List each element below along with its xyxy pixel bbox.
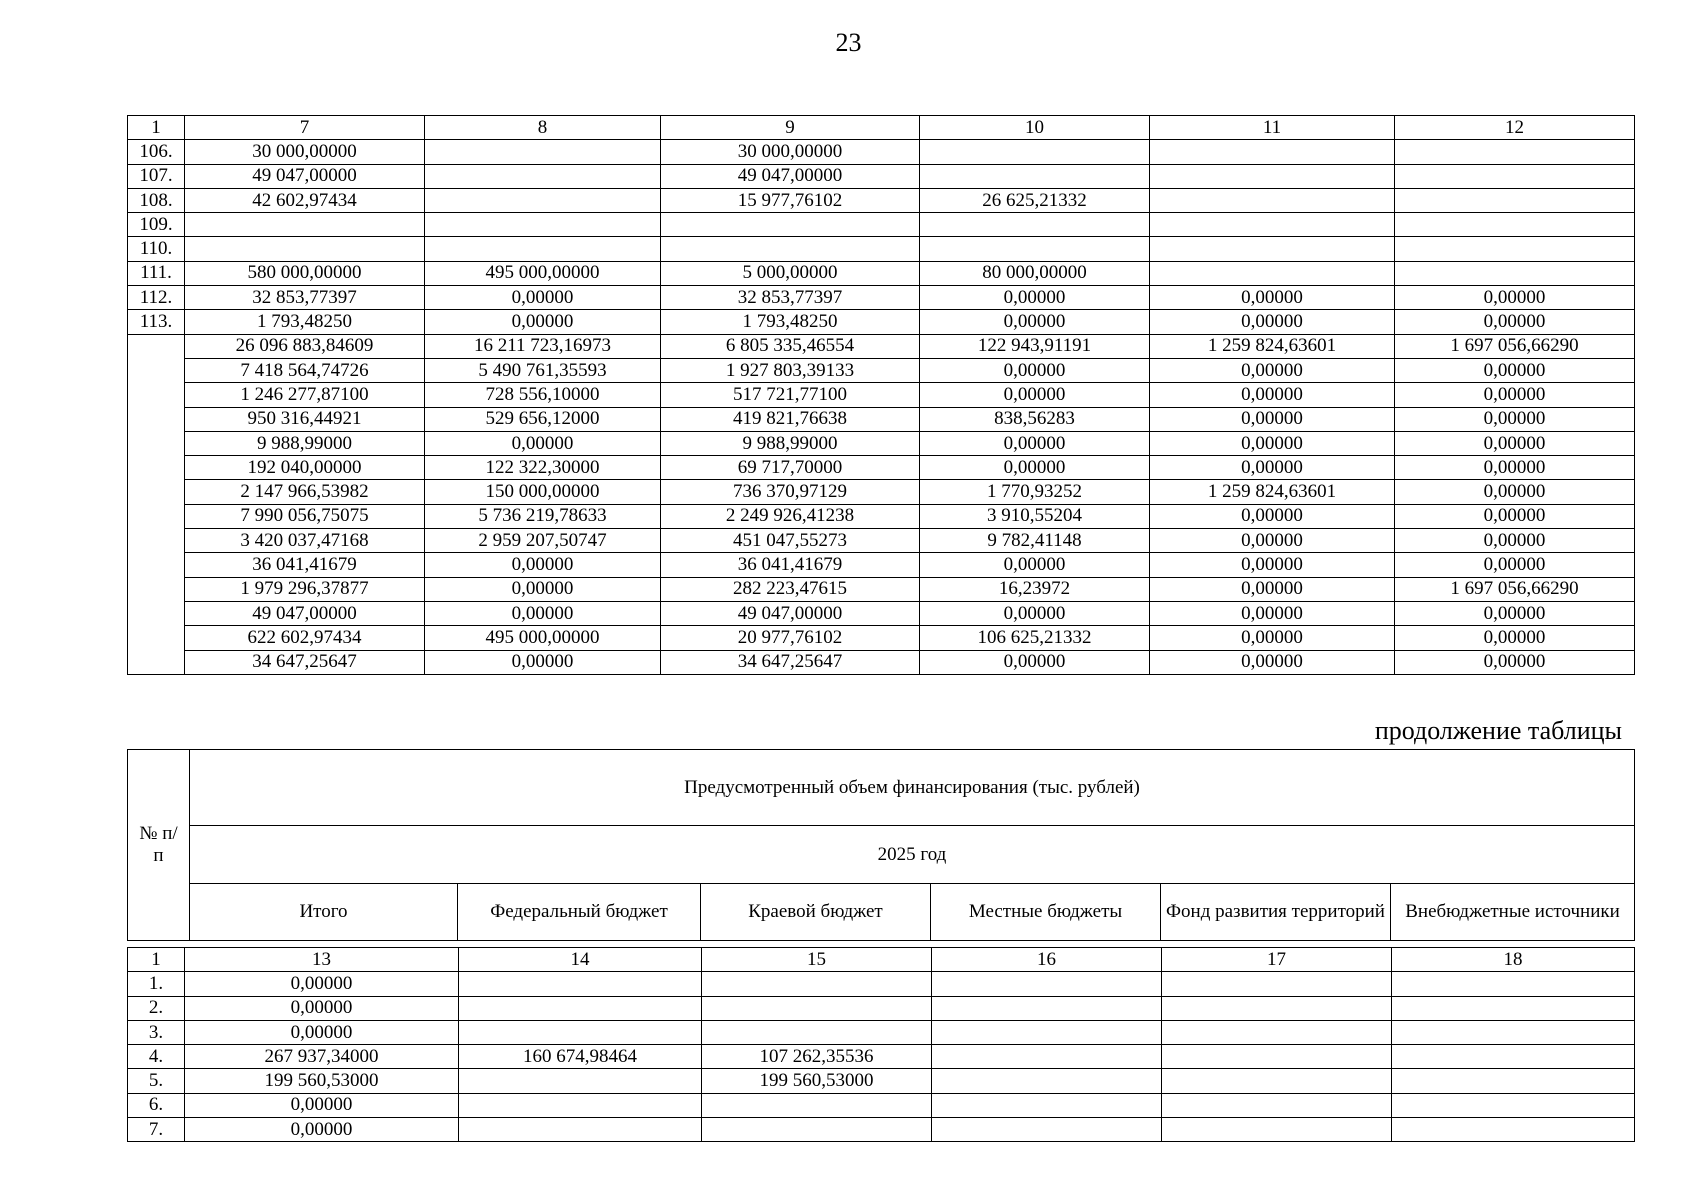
value-cell: 1 927 803,39133 (661, 358, 920, 382)
row-number-header: № п/п (128, 750, 190, 941)
value-cell: 622 602,97434 (185, 626, 425, 650)
row-number-cell: 108. (128, 188, 185, 212)
value-cell: 495 000,00000 (425, 626, 661, 650)
row-number-cell: 107. (128, 164, 185, 188)
value-cell: 1 979 296,37877 (185, 577, 425, 601)
value-cell: 0,00000 (920, 358, 1150, 382)
column-number-cell: 7 (185, 116, 425, 140)
table-row (128, 1045, 1635, 1069)
value-cell: 0,00000 (1150, 456, 1395, 480)
value-cell: 16 211 723,16973 (425, 334, 661, 358)
value-cell: 2 249 926,41238 (661, 504, 920, 528)
value-cell: 32 853,77397 (185, 286, 425, 310)
value-cell: 736 370,97129 (661, 480, 920, 504)
value-cell: 0,00000 (1150, 358, 1395, 382)
value-cell: 30 000,00000 (185, 140, 425, 164)
extrabudgetary-header: Внебюджетные источники (1391, 884, 1635, 941)
value-cell (1392, 1118, 1635, 1142)
value-cell: 0,00000 (425, 286, 661, 310)
value-cell: 1 793,48250 (661, 310, 920, 334)
value-cell: 419 821,76638 (661, 407, 920, 431)
value-cell (1395, 140, 1635, 164)
value-cell (702, 972, 932, 996)
row-number-cell: 109. (128, 213, 185, 237)
row-number-cell: 6. (128, 1093, 185, 1117)
value-cell: 0,00000 (920, 383, 1150, 407)
value-cell: 0,00000 (920, 431, 1150, 455)
value-cell (1392, 1045, 1635, 1069)
value-cell: 451 047,55273 (661, 529, 920, 553)
value-cell (1150, 213, 1395, 237)
value-cell (425, 164, 661, 188)
value-cell (425, 140, 661, 164)
value-cell: 69 717,70000 (661, 456, 920, 480)
summary-row (128, 601, 1635, 625)
value-cell: 30 000,00000 (661, 140, 920, 164)
value-cell (1395, 213, 1635, 237)
value-cell: 580 000,00000 (185, 261, 425, 285)
summary-row (128, 456, 1635, 480)
value-cell (425, 213, 661, 237)
value-cell: 0,00000 (1150, 383, 1395, 407)
value-cell: 0,00000 (1395, 601, 1635, 625)
value-cell: 0,00000 (1150, 407, 1395, 431)
value-cell: 267 937,34000 (185, 1045, 459, 1069)
value-cell (459, 972, 702, 996)
value-cell: 49 047,00000 (661, 601, 920, 625)
value-cell: 9 988,99000 (185, 431, 425, 455)
table-row (128, 310, 1635, 334)
value-cell: 0,00000 (1150, 504, 1395, 528)
value-cell: 192 040,00000 (185, 456, 425, 480)
summary-row (128, 504, 1635, 528)
column-number-cell: 13 (185, 948, 459, 972)
value-cell: 42 602,97434 (185, 188, 425, 212)
value-cell: 950 316,44921 (185, 407, 425, 431)
value-cell: 5 736 219,78633 (425, 504, 661, 528)
table-row (128, 140, 1635, 164)
value-cell (702, 1020, 932, 1044)
row-number-cell: 112. (128, 286, 185, 310)
value-cell: 1 770,93252 (920, 480, 1150, 504)
value-cell (1150, 261, 1395, 285)
value-cell: 122 322,30000 (425, 456, 661, 480)
value-cell (1392, 996, 1635, 1020)
row-number-cell: 2. (128, 996, 185, 1020)
value-cell (1392, 1069, 1635, 1093)
summary-row (128, 577, 1635, 601)
value-cell: 0,00000 (920, 456, 1150, 480)
value-cell (932, 1020, 1162, 1044)
value-cell (185, 213, 425, 237)
value-cell: 1 259 824,63601 (1150, 334, 1395, 358)
column-number-cell: 17 (1162, 948, 1392, 972)
value-cell (1150, 140, 1395, 164)
value-cell: 0,00000 (1150, 431, 1395, 455)
value-cell (661, 213, 920, 237)
value-cell: 0,00000 (1395, 431, 1635, 455)
value-cell: 7 418 564,74726 (185, 358, 425, 382)
table-row (128, 1069, 1635, 1093)
value-cell (1162, 972, 1392, 996)
column-number-cell: 16 (932, 948, 1162, 972)
table-row (128, 1118, 1635, 1142)
value-cell (920, 140, 1150, 164)
value-cell (185, 237, 425, 261)
regional-budget-header: Краевой бюджет (701, 884, 931, 941)
row-number-cell: 3. (128, 1020, 185, 1044)
summary-row (128, 480, 1635, 504)
column-number-cell: 10 (920, 116, 1150, 140)
value-cell: 5 490 761,35593 (425, 358, 661, 382)
row-number-cell: 113. (128, 310, 185, 334)
value-cell: 0,00000 (1150, 577, 1395, 601)
value-cell: 1 697 056,66290 (1395, 577, 1635, 601)
value-cell: 0,00000 (185, 996, 459, 1020)
value-cell: 5 000,00000 (661, 261, 920, 285)
funding-table-lower (127, 947, 1635, 1142)
value-cell: 0,00000 (425, 431, 661, 455)
value-cell: 199 560,53000 (185, 1069, 459, 1093)
column-number-cell: 9 (661, 116, 920, 140)
row-number-cell: 7. (128, 1118, 185, 1142)
column-number-cell: 8 (425, 116, 661, 140)
value-cell: 0,00000 (920, 601, 1150, 625)
value-cell: 0,00000 (1395, 310, 1635, 334)
value-cell (1150, 237, 1395, 261)
value-cell (1162, 996, 1392, 1020)
value-cell: 0,00000 (425, 601, 661, 625)
value-cell: 0,00000 (1395, 529, 1635, 553)
table-row (128, 1020, 1635, 1044)
value-cell (702, 1093, 932, 1117)
federal-budget-header: Федеральный бюджет (458, 884, 701, 941)
value-cell: 0,00000 (1395, 286, 1635, 310)
summary-row (128, 334, 1635, 358)
value-cell: 0,00000 (1395, 358, 1635, 382)
value-cell (1395, 164, 1635, 188)
column-number-cell: 11 (1150, 116, 1395, 140)
value-cell: 495 000,00000 (425, 261, 661, 285)
value-cell: 0,00000 (1395, 456, 1635, 480)
value-cell: 3 420 037,47168 (185, 529, 425, 553)
value-cell: 0,00000 (185, 972, 459, 996)
value-cell (1162, 1069, 1392, 1093)
value-cell: 122 943,91191 (920, 334, 1150, 358)
value-cell: 26 625,21332 (920, 188, 1150, 212)
value-cell: 0,00000 (920, 310, 1150, 334)
value-cell (702, 996, 932, 1020)
value-cell (702, 1118, 932, 1142)
row-number-cell: 111. (128, 261, 185, 285)
value-cell: 32 853,77397 (661, 286, 920, 310)
year-header: 2025 год (190, 826, 1635, 884)
value-cell (1150, 164, 1395, 188)
value-cell: 0,00000 (1395, 504, 1635, 528)
value-cell (1162, 1045, 1392, 1069)
value-cell: 0,00000 (1150, 286, 1395, 310)
value-cell: 0,00000 (1150, 310, 1395, 334)
table-row (128, 213, 1635, 237)
row-number-cell: 110. (128, 237, 185, 261)
territory-fund-header: Фонд развития территорий (1161, 884, 1391, 941)
value-cell: 0,00000 (185, 1093, 459, 1117)
value-cell (932, 1069, 1162, 1093)
value-cell: 282 223,47615 (661, 577, 920, 601)
value-cell: 0,00000 (1395, 553, 1635, 577)
table-row (128, 261, 1635, 285)
value-cell: 26 096 883,84609 (185, 334, 425, 358)
value-cell: 160 674,98464 (459, 1045, 702, 1069)
value-cell: 0,00000 (1395, 650, 1635, 674)
funding-table-upper (127, 115, 1635, 675)
value-cell: 728 556,10000 (425, 383, 661, 407)
value-cell: 20 977,76102 (661, 626, 920, 650)
header-row (128, 116, 1635, 140)
value-cell: 1 259 824,63601 (1150, 480, 1395, 504)
value-cell: 150 000,00000 (425, 480, 661, 504)
value-cell: 0,00000 (1395, 626, 1635, 650)
value-cell (920, 164, 1150, 188)
value-cell (932, 1045, 1162, 1069)
value-cell: 0,00000 (425, 650, 661, 674)
table-row (128, 237, 1635, 261)
value-cell (932, 972, 1162, 996)
value-cell: 9 782,41148 (920, 529, 1150, 553)
value-cell: 0,00000 (1395, 383, 1635, 407)
column-number-cell: 15 (702, 948, 932, 972)
summary-row (128, 650, 1635, 674)
value-cell (459, 1020, 702, 1044)
value-cell (932, 1093, 1162, 1117)
value-cell: 80 000,00000 (920, 261, 1150, 285)
value-cell: 2 147 966,53982 (185, 480, 425, 504)
value-cell: 49 047,00000 (661, 164, 920, 188)
value-cell (1395, 261, 1635, 285)
summary-row (128, 553, 1635, 577)
value-cell: 0,00000 (1150, 626, 1395, 650)
row-number-cell: 5. (128, 1069, 185, 1093)
value-cell: 0,00000 (425, 577, 661, 601)
value-cell (1395, 188, 1635, 212)
table-row (128, 996, 1635, 1020)
value-cell: 0,00000 (185, 1118, 459, 1142)
value-cell: 34 647,25647 (661, 650, 920, 674)
value-cell: 0,00000 (425, 310, 661, 334)
value-cell (1150, 188, 1395, 212)
value-cell (459, 1069, 702, 1093)
table-row (128, 286, 1635, 310)
value-cell (932, 996, 1162, 1020)
value-cell (425, 188, 661, 212)
funding-volume-header: Предусмотренный объем финансирования (тыс. рублей) (190, 750, 1635, 826)
value-cell: 36 041,41679 (661, 553, 920, 577)
value-cell: 529 656,12000 (425, 407, 661, 431)
value-cell: 0,00000 (920, 553, 1150, 577)
funding-table-header (127, 749, 1635, 941)
summary-row (128, 431, 1635, 455)
value-cell (932, 1118, 1162, 1142)
value-cell: 199 560,53000 (702, 1069, 932, 1093)
header-row (128, 948, 1635, 972)
value-cell (459, 1093, 702, 1117)
value-cell (1392, 1020, 1635, 1044)
value-cell (1162, 1118, 1392, 1142)
local-budgets-header: Местные бюджеты (931, 884, 1161, 941)
summary-row (128, 383, 1635, 407)
table-row (128, 1093, 1635, 1117)
value-cell (920, 237, 1150, 261)
value-cell: 49 047,00000 (185, 601, 425, 625)
column-number-cell: 14 (459, 948, 702, 972)
value-cell: 36 041,41679 (185, 553, 425, 577)
value-cell: 0,00000 (920, 286, 1150, 310)
value-cell: 9 988,99000 (661, 431, 920, 455)
value-cell: 0,00000 (1150, 529, 1395, 553)
value-cell: 106 625,21332 (920, 626, 1150, 650)
value-cell: 107 262,35536 (702, 1045, 932, 1069)
column-number-cell: 1 (128, 116, 185, 140)
value-cell: 0,00000 (185, 1020, 459, 1044)
summary-merged-cell (128, 334, 185, 674)
value-cell (1395, 237, 1635, 261)
table-row (128, 188, 1635, 212)
value-cell: 0,00000 (1150, 601, 1395, 625)
value-cell: 1 697 056,66290 (1395, 334, 1635, 358)
value-cell: 49 047,00000 (185, 164, 425, 188)
table-row (128, 164, 1635, 188)
column-number-cell: 1 (128, 948, 185, 972)
value-cell (425, 237, 661, 261)
row-number-cell: 1. (128, 972, 185, 996)
value-cell: 517 721,77100 (661, 383, 920, 407)
value-cell (920, 213, 1150, 237)
value-cell (661, 237, 920, 261)
value-cell: 34 647,25647 (185, 650, 425, 674)
value-cell: 2 959 207,50747 (425, 529, 661, 553)
total-header: Итого (190, 884, 458, 941)
value-cell: 3 910,55204 (920, 504, 1150, 528)
value-cell (1162, 1093, 1392, 1117)
summary-row (128, 358, 1635, 382)
value-cell: 0,00000 (425, 553, 661, 577)
value-cell: 1 246 277,87100 (185, 383, 425, 407)
column-number-cell: 18 (1392, 948, 1635, 972)
value-cell: 838,56283 (920, 407, 1150, 431)
page-number: 23 (835, 28, 862, 57)
summary-row (128, 529, 1635, 553)
table-row (128, 972, 1635, 996)
value-cell (459, 996, 702, 1020)
value-cell: 0,00000 (1395, 407, 1635, 431)
summary-row (128, 407, 1635, 431)
value-cell (1162, 1020, 1392, 1044)
column-number-cell: 12 (1395, 116, 1635, 140)
row-number-cell: 4. (128, 1045, 185, 1069)
value-cell: 0,00000 (920, 650, 1150, 674)
value-cell (1392, 1093, 1635, 1117)
value-cell: 0,00000 (1150, 650, 1395, 674)
continuation-label: продолжение таблицы (1374, 716, 1622, 745)
value-cell: 7 990 056,75075 (185, 504, 425, 528)
row-number-cell: 106. (128, 140, 185, 164)
value-cell: 1 793,48250 (185, 310, 425, 334)
value-cell: 0,00000 (1150, 553, 1395, 577)
summary-row (128, 626, 1635, 650)
value-cell (459, 1118, 702, 1142)
value-cell: 0,00000 (1395, 480, 1635, 504)
value-cell: 6 805 335,46554 (661, 334, 920, 358)
value-cell: 15 977,76102 (661, 188, 920, 212)
value-cell (1392, 972, 1635, 996)
value-cell: 16,23972 (920, 577, 1150, 601)
